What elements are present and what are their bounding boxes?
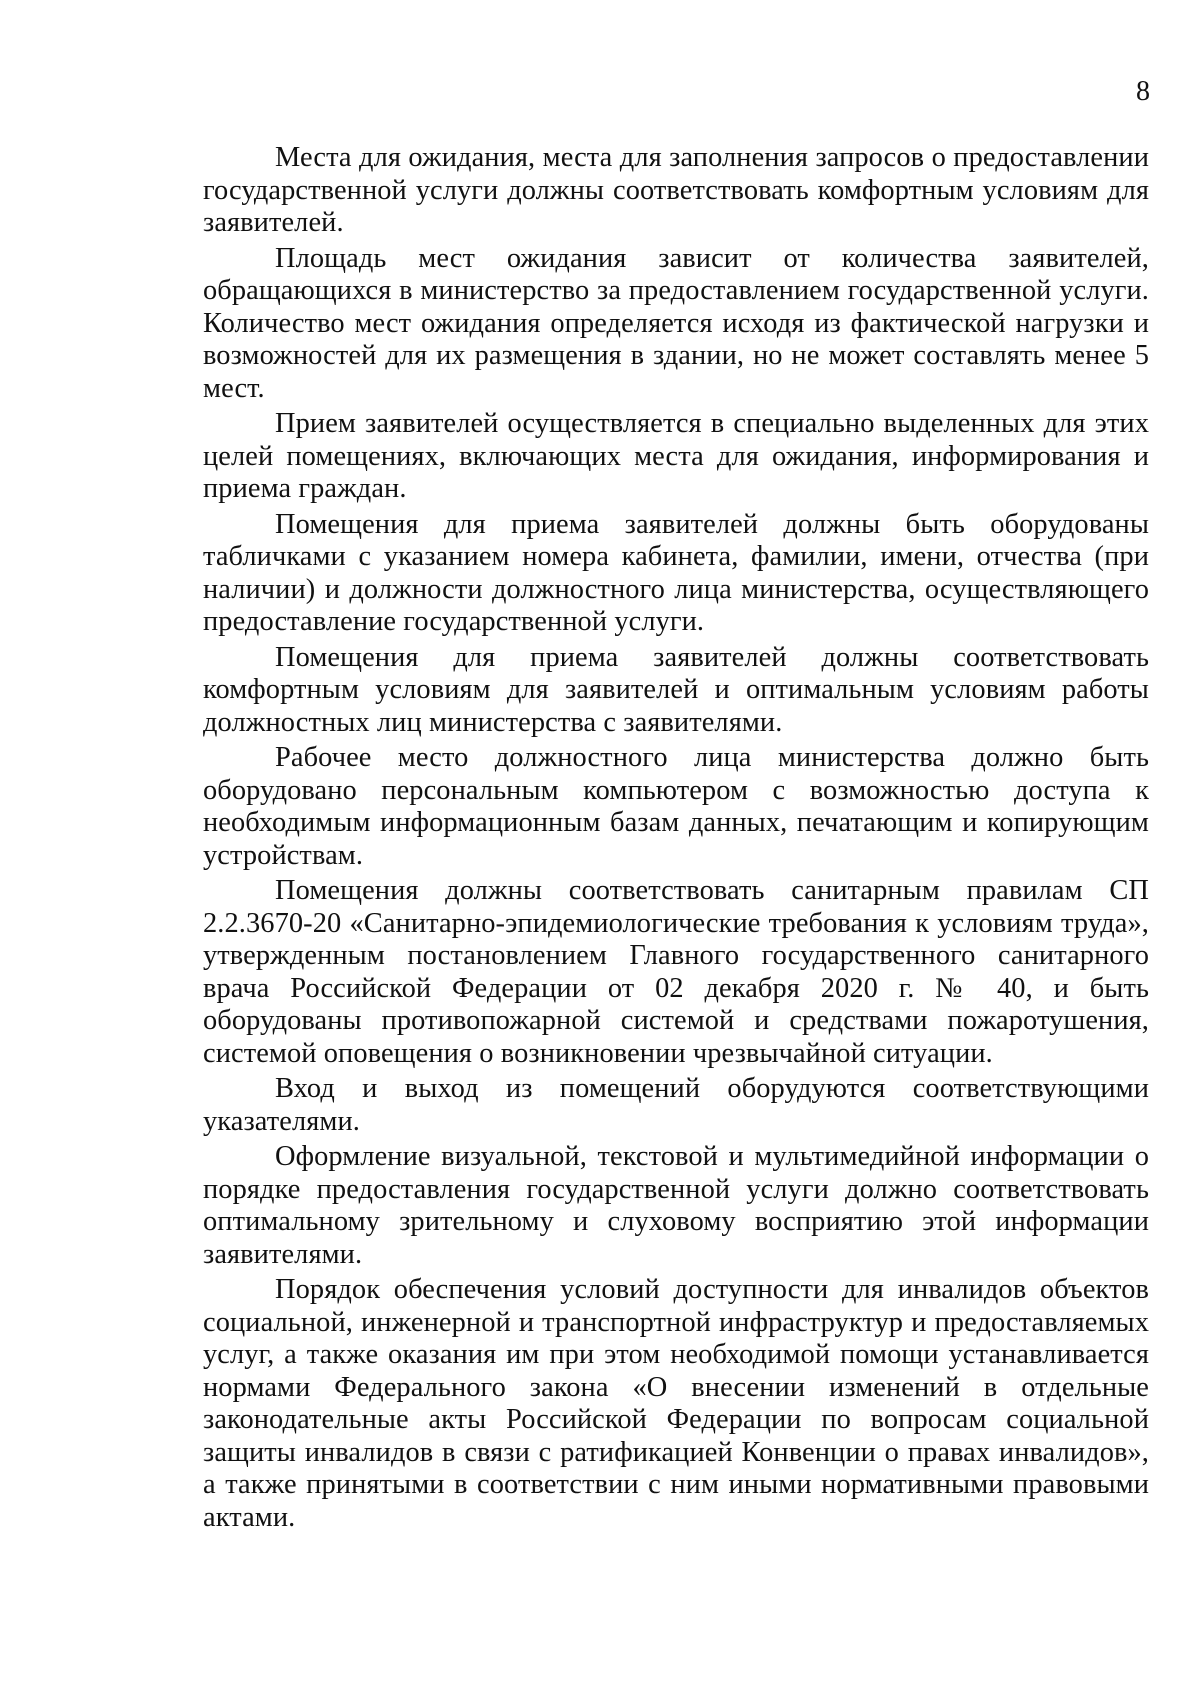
paragraph-entry-exit-signs: Вход и выход из помещений оборудуются соответствующими указателями. xyxy=(203,1073,1149,1137)
paragraph-waiting-area-size: Площадь мест ожидания зависит от количества заявителей, обращающихся в министерство за предоставлением государственной услуги. Количество мест ожидания определяется исходя из фактической нагрузки и возможностей для их размещения в здании, но не может составлять менее 5 мест. xyxy=(203,242,1149,404)
paragraph-comfort-conditions: Помещения для приема заявителей должны соответствовать комфортным условиям для заявителей и оптимальным условиям работы должностных лиц министерства с заявителями. xyxy=(203,641,1149,738)
paragraph-accessibility: Порядок обеспечения условий доступности для инвалидов объектов социальной, инженерной и транспортной инфраструктур и предоставляемых услуг, а также оказания им при этом необходимой помощи устанавливается нормами Федерального закона «О внесении изменений в отдельные законодательные акты Российской Федерации по вопросам социальной защиты инвалидов в связи с ратификацией Конвенции о правах инвалидов», а также принятыми в соответствии с ним иными нормативными правовыми актами. xyxy=(203,1274,1149,1533)
paragraph-waiting-places: Места для ожидания, места для заполнения запросов о предоставлении государственной услуги должны соответствовать комфортным условиям для заявителей. xyxy=(203,142,1149,238)
paragraph-reception-rooms: Прием заявителей осуществляется в специально выделенных для этих целей помещениях, включающих места для ожидания, информирования и приема граждан. xyxy=(203,408,1149,504)
paragraph-sanitary-rules: Помещения должны соответствовать санитарным правилам СП 2.2.3670-20 «Санитарно-эпидемиологические требования к условиям труда», утвержденным постановлением Главного государственного санитарного врача Российской Федерации от 02 декабря 2020 г. № 40, и быть оборудованы противопожарной системой и средствами пожаротушения, системой оповещения о возникновении чрезвычайной ситуации. xyxy=(203,875,1149,1069)
paragraph-information-design: Оформление визуальной, текстовой и мультимедийной информации о порядке предоставления государственной услуги должно соответствовать оптимальному зрительному и слуховому восприятию этой информации заявителями. xyxy=(203,1141,1149,1270)
paragraph-workplace-equipment: Рабочее место должностного лица министерства должно быть оборудовано персональным компьютером с возможностью доступа к необходимым информационным базам данных, печатающим и копирующим устройствам. xyxy=(203,742,1149,871)
paragraph-door-signs: Помещения для приема заявителей должны быть оборудованы табличками с указанием номера кабинета, фамилии, имени, отчества (при наличии) и должности должностного лица министерства, осуществляющего предоставление государственной услуги. xyxy=(203,508,1149,637)
page-number: 8 xyxy=(1136,76,1150,107)
document-body xyxy=(203,142,1149,1537)
